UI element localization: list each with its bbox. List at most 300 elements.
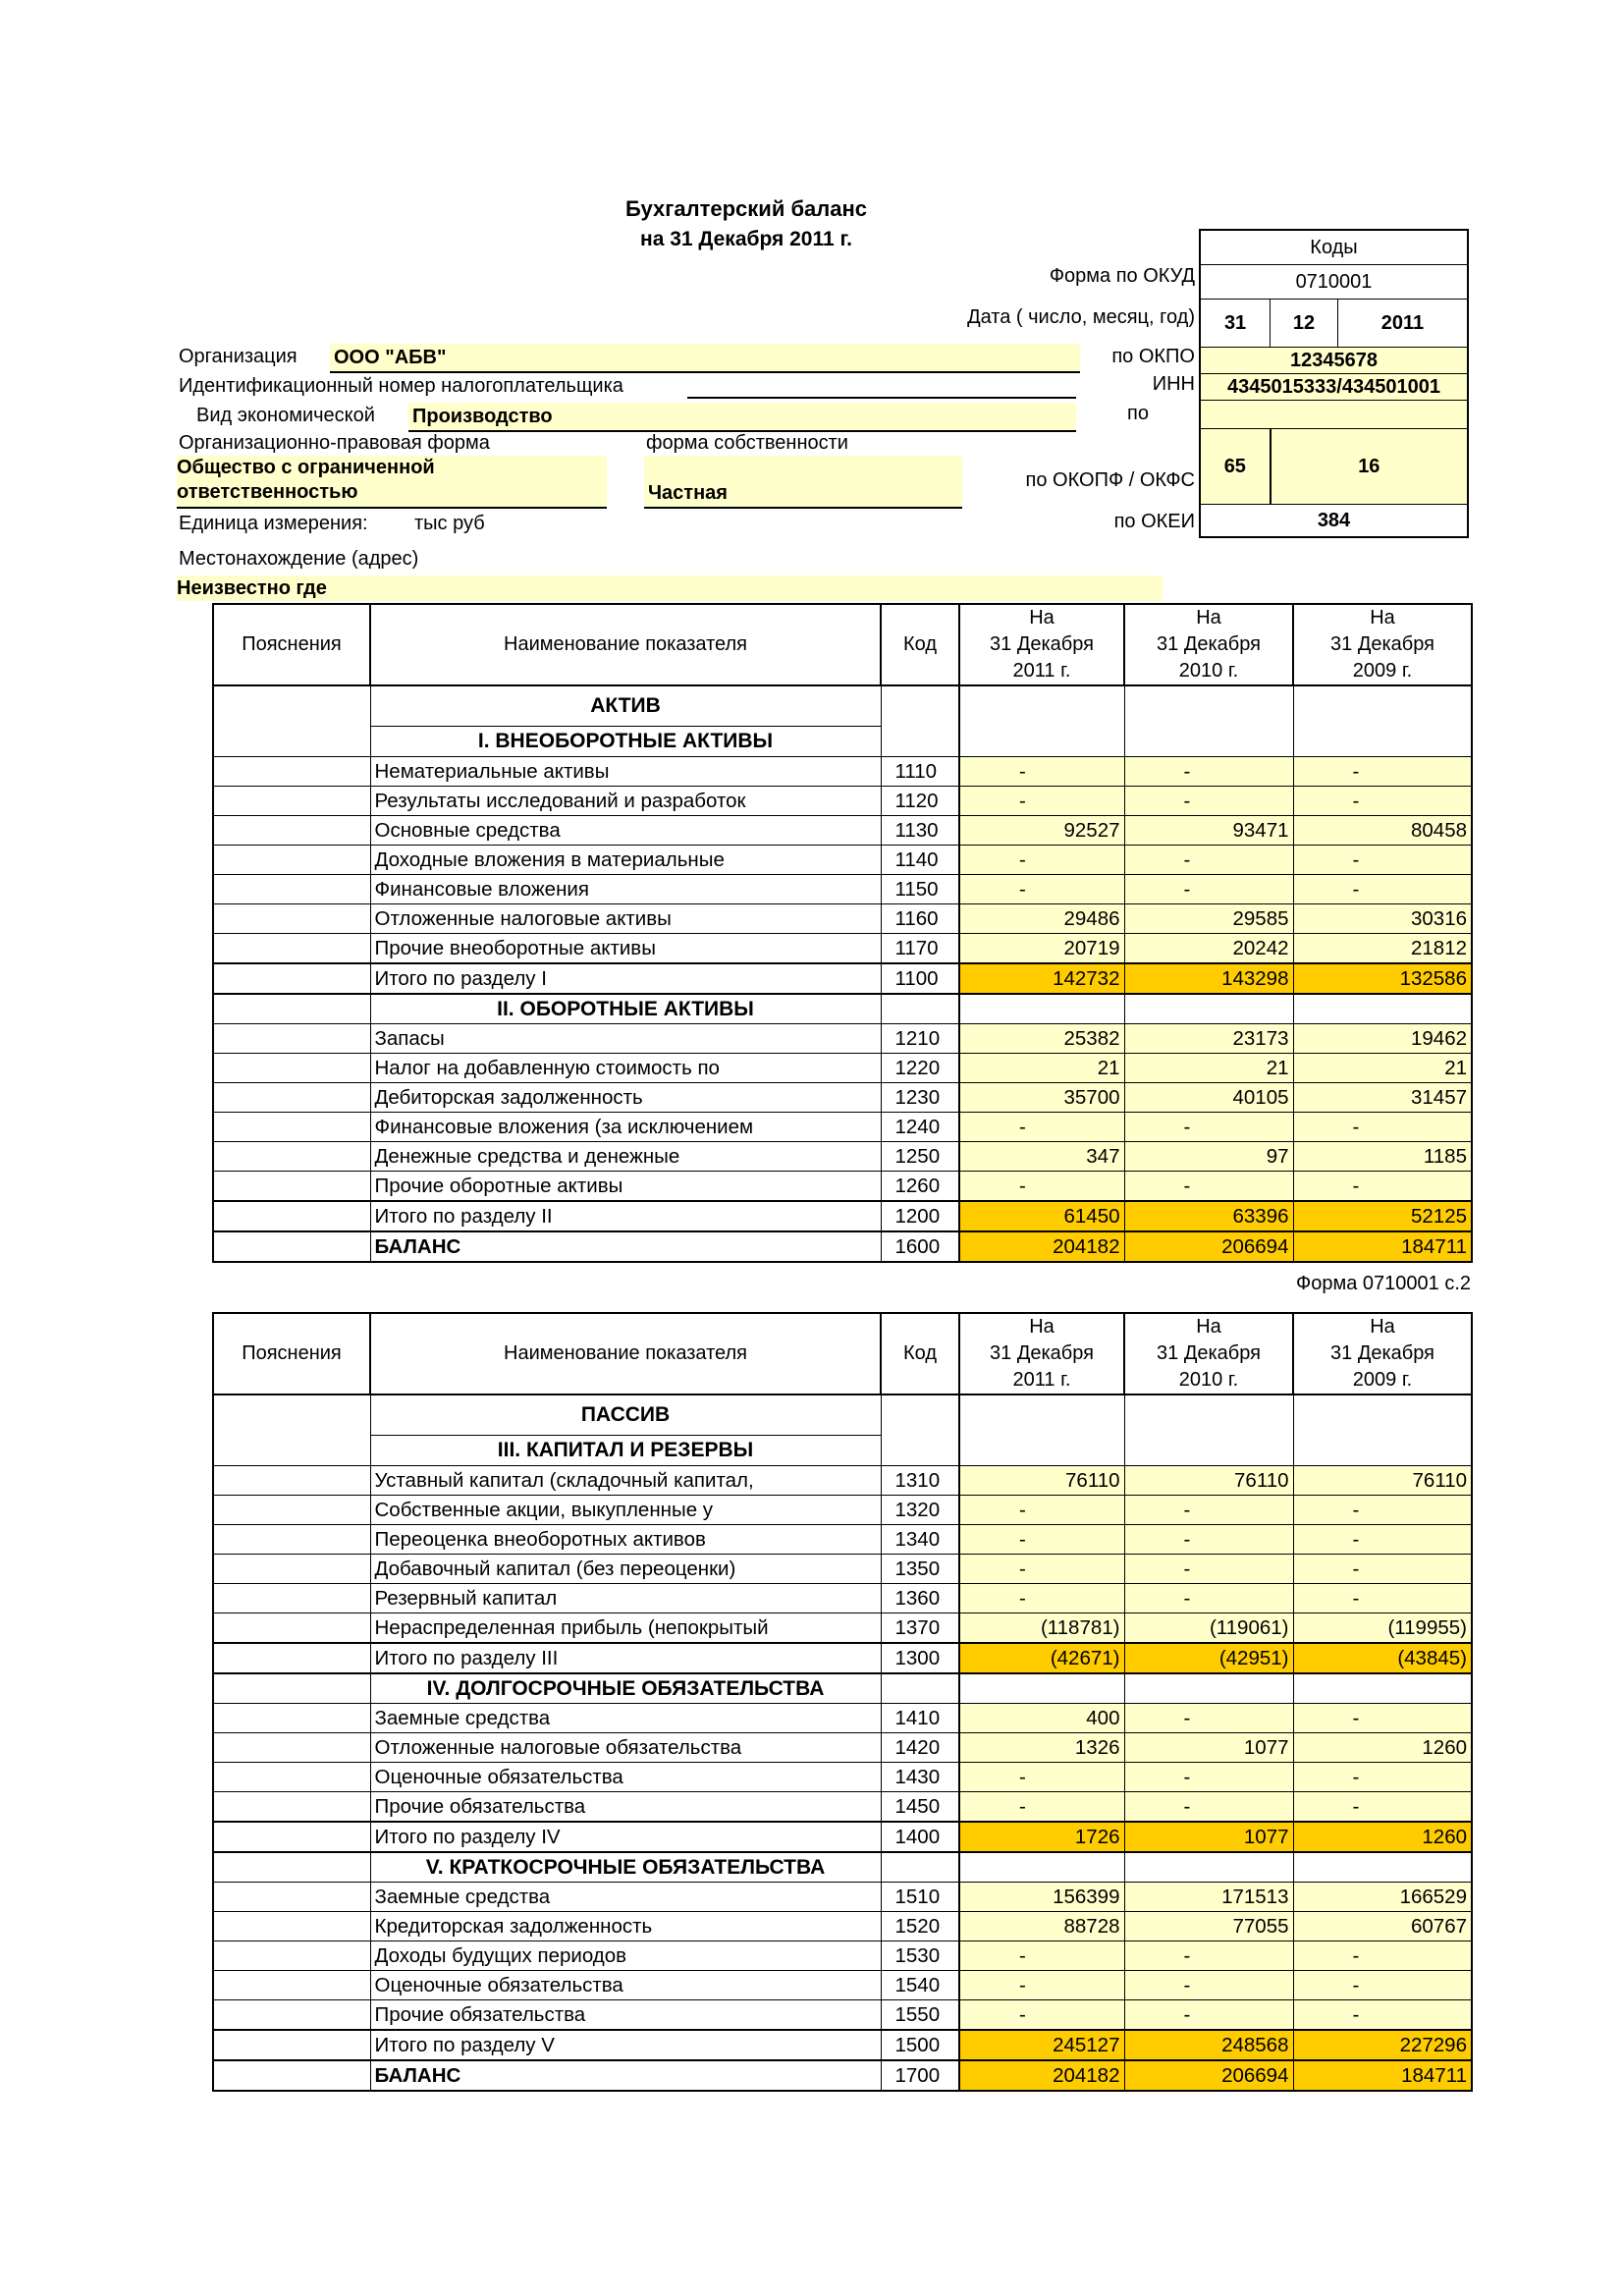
row-name: Прочие оборотные активы bbox=[370, 1172, 881, 1202]
legal-form-label: Организационно-правовая форма bbox=[179, 432, 490, 454]
row-value: (119955) bbox=[1293, 1613, 1472, 1644]
okei-code: 384 bbox=[1200, 505, 1468, 538]
row-code: 1700 bbox=[881, 2060, 959, 2091]
row-code: 1410 bbox=[881, 1704, 959, 1733]
notes-cell bbox=[213, 1971, 370, 2000]
row-value: - bbox=[959, 1172, 1124, 1202]
row-value: - bbox=[1293, 1525, 1472, 1555]
row-value: 20242 bbox=[1124, 934, 1293, 964]
row-value: - bbox=[1293, 1704, 1472, 1733]
row-value: - bbox=[959, 1496, 1124, 1525]
row-value: - bbox=[1124, 875, 1293, 904]
row-name: Оценочные обязательства bbox=[370, 1971, 881, 2000]
row-code: 1220 bbox=[881, 1054, 959, 1083]
section-heading-row bbox=[213, 1394, 1472, 1436]
table-row bbox=[213, 1231, 1472, 1262]
row-code: 1550 bbox=[881, 2000, 959, 2031]
col-header-line: На bbox=[1370, 607, 1395, 629]
notes-cell bbox=[213, 1792, 370, 1823]
row-value: (43845) bbox=[1293, 1643, 1472, 1673]
section-1-title: I. ВНЕОБОРОТНЫЕ АКТИВЫ bbox=[370, 727, 881, 757]
col-header-line: На bbox=[1029, 607, 1055, 629]
table-row bbox=[213, 1525, 1472, 1555]
code-header: Код bbox=[881, 1313, 959, 1394]
row-code: 1240 bbox=[881, 1113, 959, 1142]
row-code: 1210 bbox=[881, 1024, 959, 1054]
row-code: 1500 bbox=[881, 2030, 959, 2060]
row-value: 1185 bbox=[1293, 1142, 1472, 1172]
row-value: 30316 bbox=[1293, 904, 1472, 934]
row-value: 21 bbox=[959, 1054, 1124, 1083]
row-name: Итого по разделу I bbox=[370, 963, 881, 994]
row-name: Налог на добавленную стоимость по bbox=[370, 1054, 881, 1083]
table-row bbox=[213, 757, 1472, 787]
section-2-title: II. ОБОРОТНЫЕ АКТИВЫ bbox=[370, 994, 881, 1024]
row-name: Уставный капитал (складочный капитал, bbox=[370, 1466, 881, 1496]
legal-form-line-1: Общество с ограниченной bbox=[177, 457, 435, 478]
row-value: - bbox=[959, 1763, 1124, 1792]
row-value: 171513 bbox=[1124, 1883, 1293, 1912]
row-name: Резервный капитал bbox=[370, 1584, 881, 1613]
row-value: 29486 bbox=[959, 904, 1124, 934]
row-name: Итого по разделу III bbox=[370, 1643, 881, 1673]
col-header-line: На bbox=[1196, 1316, 1221, 1338]
col-header-line: 31 Декабря bbox=[990, 633, 1094, 655]
row-code: 1340 bbox=[881, 1525, 959, 1555]
row-value: - bbox=[959, 1941, 1124, 1971]
row-value: - bbox=[1293, 2000, 1472, 2031]
okud-label: Форма по ОКУД bbox=[1049, 265, 1195, 287]
section-heading-row bbox=[213, 1673, 1472, 1704]
row-value: 63396 bbox=[1124, 1201, 1293, 1231]
col-2009-header bbox=[1293, 1313, 1472, 1394]
row-value: - bbox=[959, 1584, 1124, 1613]
table-row bbox=[213, 1584, 1472, 1613]
row-value: 132586 bbox=[1293, 963, 1472, 994]
row-value: - bbox=[959, 1113, 1124, 1142]
row-code: 1400 bbox=[881, 1822, 959, 1852]
row-name: Денежные средства и денежные bbox=[370, 1142, 881, 1172]
row-name: Прочие внеоборотные активы bbox=[370, 934, 881, 964]
row-value: 206694 bbox=[1124, 1231, 1293, 1262]
table-row bbox=[213, 1912, 1472, 1941]
row-name: Нематериальные активы bbox=[370, 757, 881, 787]
table-row bbox=[213, 1971, 1472, 2000]
col-header-line: 31 Декабря bbox=[990, 1342, 1094, 1364]
row-code: 1350 bbox=[881, 1555, 959, 1584]
row-name: Итого по разделу V bbox=[370, 2030, 881, 2060]
notes-header: Пояснения bbox=[213, 604, 370, 685]
row-value: - bbox=[1124, 1555, 1293, 1584]
row-value: 21812 bbox=[1293, 934, 1472, 964]
row-value: 1260 bbox=[1293, 1733, 1472, 1763]
row-code: 1320 bbox=[881, 1496, 959, 1525]
row-value: 21 bbox=[1293, 1054, 1472, 1083]
unit-value: тыс руб bbox=[414, 513, 485, 534]
table-row bbox=[213, 1704, 1472, 1733]
row-value: (119061) bbox=[1124, 1613, 1293, 1644]
notes-cell bbox=[213, 1941, 370, 1971]
row-name: Отложенные налоговые обязательства bbox=[370, 1733, 881, 1763]
codes-box bbox=[1199, 229, 1469, 538]
okpo-code: 12345678 bbox=[1200, 348, 1468, 374]
row-value: 35700 bbox=[959, 1083, 1124, 1113]
row-value: 143298 bbox=[1124, 963, 1293, 994]
row-code: 1140 bbox=[881, 846, 959, 875]
notes-cell bbox=[213, 1466, 370, 1496]
notes-cell bbox=[213, 1201, 370, 1231]
table-row bbox=[213, 1054, 1472, 1083]
inn-code: 4345015333/434501001 bbox=[1200, 374, 1468, 401]
row-code: 1160 bbox=[881, 904, 959, 934]
notes-cell bbox=[213, 2030, 370, 2060]
activity-label: Вид экономической bbox=[196, 405, 375, 426]
row-value: 77055 bbox=[1124, 1912, 1293, 1941]
code-header: Код bbox=[881, 604, 959, 685]
table-row bbox=[213, 1201, 1472, 1231]
table-row bbox=[213, 1083, 1472, 1113]
notes-cell bbox=[213, 816, 370, 846]
row-value: 1726 bbox=[959, 1822, 1124, 1852]
assets-table bbox=[212, 603, 1473, 1263]
row-value: 29585 bbox=[1124, 904, 1293, 934]
okopf-code: 65 bbox=[1200, 429, 1271, 505]
document-date: на 31 Декабря 2011 г. bbox=[640, 228, 852, 250]
row-value: 25382 bbox=[959, 1024, 1124, 1054]
row-value: - bbox=[1124, 1763, 1293, 1792]
row-code: 1200 bbox=[881, 1201, 959, 1231]
col-2009-header bbox=[1293, 604, 1472, 685]
row-code: 1450 bbox=[881, 1792, 959, 1823]
liabilities-heading: ПАССИВ bbox=[370, 1394, 881, 1436]
row-value: 88728 bbox=[959, 1912, 1124, 1941]
row-value: - bbox=[1124, 1704, 1293, 1733]
row-value: - bbox=[1293, 1971, 1472, 2000]
table-row bbox=[213, 2030, 1472, 2060]
row-value: - bbox=[1293, 846, 1472, 875]
notes-cell bbox=[213, 2060, 370, 2091]
inn-label: Идентификационный номер налогоплательщика bbox=[179, 375, 623, 397]
notes-cell bbox=[213, 963, 370, 994]
row-code: 1600 bbox=[881, 1231, 959, 1262]
row-value: - bbox=[1293, 1584, 1472, 1613]
table-row bbox=[213, 846, 1472, 875]
notes-cell bbox=[213, 1883, 370, 1912]
row-code: 1300 bbox=[881, 1643, 959, 1673]
row-value: 92527 bbox=[959, 816, 1124, 846]
notes-cell bbox=[213, 934, 370, 964]
row-value: - bbox=[1293, 1555, 1472, 1584]
date-label: Дата ( число, месяц, год) bbox=[967, 306, 1195, 328]
row-name: Дебиторская задолженность bbox=[370, 1083, 881, 1113]
row-name: Переоценка внеоборотных активов bbox=[370, 1525, 881, 1555]
table-row bbox=[213, 1142, 1472, 1172]
name-header: Наименование показателя bbox=[370, 1313, 881, 1394]
address-label: Местонахождение (адрес) bbox=[179, 548, 419, 570]
row-value: - bbox=[1293, 757, 1472, 787]
table-row bbox=[213, 934, 1472, 964]
notes-cell bbox=[213, 1643, 370, 1673]
row-code: 1110 bbox=[881, 757, 959, 787]
row-value: - bbox=[1293, 1792, 1472, 1823]
row-name: Прочие обязательства bbox=[370, 1792, 881, 1823]
unit-label: Единица измерения: bbox=[179, 513, 368, 534]
row-name: БАЛАНС bbox=[370, 1231, 881, 1262]
name-header: Наименование показателя bbox=[370, 604, 881, 685]
row-code: 1430 bbox=[881, 1763, 959, 1792]
empty-code bbox=[1200, 401, 1468, 429]
section-heading-row bbox=[213, 685, 1472, 727]
notes-cell bbox=[213, 1613, 370, 1644]
row-name: Результаты исследований и разработок bbox=[370, 787, 881, 816]
row-code: 1310 bbox=[881, 1466, 959, 1496]
table-row bbox=[213, 1643, 1472, 1673]
row-code: 1530 bbox=[881, 1941, 959, 1971]
row-value: - bbox=[1293, 1172, 1472, 1202]
row-value: - bbox=[1293, 1941, 1472, 1971]
row-value: 1077 bbox=[1124, 1822, 1293, 1852]
row-value: 166529 bbox=[1293, 1883, 1472, 1912]
inn-short-label: ИНН bbox=[1152, 373, 1195, 395]
po-label: по bbox=[1127, 403, 1149, 424]
notes-cell bbox=[213, 1822, 370, 1852]
col-2010-header bbox=[1124, 604, 1293, 685]
row-name: Основные средства bbox=[370, 816, 881, 846]
ownership-label: форма собственности bbox=[646, 432, 848, 454]
row-value: 184711 bbox=[1293, 2060, 1472, 2091]
row-value: - bbox=[1124, 1496, 1293, 1525]
row-value: 61450 bbox=[959, 1201, 1124, 1231]
row-value: (118781) bbox=[959, 1613, 1124, 1644]
document-title: Бухгалтерский баланс bbox=[624, 196, 868, 221]
row-value: 400 bbox=[959, 1704, 1124, 1733]
row-value: 60767 bbox=[1293, 1912, 1472, 1941]
row-value: - bbox=[959, 757, 1124, 787]
row-value: 21 bbox=[1124, 1054, 1293, 1083]
date-month: 12 bbox=[1271, 300, 1338, 348]
row-value: 40105 bbox=[1124, 1083, 1293, 1113]
row-value: - bbox=[1124, 846, 1293, 875]
okpo-label: по ОКПО bbox=[1111, 346, 1195, 367]
row-value: - bbox=[1293, 787, 1472, 816]
row-name: Доходные вложения в материальные bbox=[370, 846, 881, 875]
row-code: 1520 bbox=[881, 1912, 959, 1941]
table-row bbox=[213, 1466, 1472, 1496]
row-value: - bbox=[959, 1555, 1124, 1584]
row-value: - bbox=[1124, 1172, 1293, 1202]
codes-header: Коды bbox=[1200, 230, 1468, 265]
row-value: 76110 bbox=[1293, 1466, 1472, 1496]
row-value: - bbox=[959, 1792, 1124, 1823]
notes-cell bbox=[213, 2000, 370, 2031]
table-row bbox=[213, 1613, 1472, 1644]
table-row bbox=[213, 2000, 1472, 2031]
org-label: Организация bbox=[179, 346, 298, 367]
row-value: 19462 bbox=[1293, 1024, 1472, 1054]
row-value: 142732 bbox=[959, 963, 1124, 994]
activity-value: Производство bbox=[408, 403, 1076, 432]
row-value: 227296 bbox=[1293, 2030, 1472, 2060]
table-row bbox=[213, 875, 1472, 904]
col-header-line: 31 Декабря bbox=[1330, 633, 1434, 655]
notes-cell bbox=[213, 1172, 370, 1202]
col-header-line: 31 Декабря bbox=[1330, 1342, 1434, 1364]
row-value: 245127 bbox=[959, 2030, 1124, 2060]
col-header-line: 2010 г. bbox=[1178, 660, 1239, 682]
row-value: - bbox=[959, 1971, 1124, 2000]
ownership-value: Частная bbox=[644, 456, 962, 509]
notes-cell bbox=[213, 1024, 370, 1054]
row-name: Заемные средства bbox=[370, 1704, 881, 1733]
row-value: 206694 bbox=[1124, 2060, 1293, 2091]
row-value: 23173 bbox=[1124, 1024, 1293, 1054]
row-name: Прочие обязательства bbox=[370, 2000, 881, 2031]
col-2011-header bbox=[959, 604, 1124, 685]
notes-cell bbox=[213, 1584, 370, 1613]
row-value: - bbox=[1124, 2000, 1293, 2031]
col-header-line: 31 Декабря bbox=[1157, 1342, 1261, 1364]
assets-header-row bbox=[213, 604, 1472, 685]
row-value: 80458 bbox=[1293, 816, 1472, 846]
row-value: 20719 bbox=[959, 934, 1124, 964]
row-name: Оценочные обязательства bbox=[370, 1763, 881, 1792]
notes-cell bbox=[213, 875, 370, 904]
notes-cell bbox=[213, 1113, 370, 1142]
table-row bbox=[213, 1113, 1472, 1142]
row-value: - bbox=[1124, 1971, 1293, 2000]
table-row bbox=[213, 1822, 1472, 1852]
okfs-code: 16 bbox=[1271, 429, 1468, 505]
notes-cell bbox=[213, 846, 370, 875]
row-name: Кредиторская задолженность bbox=[370, 1912, 881, 1941]
okei-label: по ОКЕИ bbox=[1113, 511, 1195, 532]
row-name: Финансовые вложения (за исключением bbox=[370, 1113, 881, 1142]
row-value: - bbox=[959, 2000, 1124, 2031]
legal-form-line-2: ответственностью bbox=[177, 481, 358, 503]
row-value: - bbox=[1124, 787, 1293, 816]
row-name: Собственные акции, выкупленные у bbox=[370, 1496, 881, 1525]
notes-cell bbox=[213, 1912, 370, 1941]
section-3-title: III. КАПИТАЛ И РЕЗЕРВЫ bbox=[370, 1436, 881, 1466]
col-header-line: 2011 г. bbox=[1012, 660, 1071, 682]
row-code: 1370 bbox=[881, 1613, 959, 1644]
address-value: Неизвестно где bbox=[177, 575, 1163, 601]
row-code: 1250 bbox=[881, 1142, 959, 1172]
col-2011-header bbox=[959, 1313, 1124, 1394]
row-name: БАЛАНС bbox=[370, 2060, 881, 2091]
notes-cell bbox=[213, 1555, 370, 1584]
table-row bbox=[213, 1024, 1472, 1054]
row-name: Итого по разделу II bbox=[370, 1201, 881, 1231]
row-code: 1230 bbox=[881, 1083, 959, 1113]
row-value: - bbox=[1124, 1941, 1293, 1971]
notes-cell bbox=[213, 1083, 370, 1113]
row-name: Отложенные налоговые активы bbox=[370, 904, 881, 934]
notes-cell bbox=[213, 757, 370, 787]
date-year: 2011 bbox=[1337, 300, 1468, 348]
table-row bbox=[213, 963, 1472, 994]
notes-cell bbox=[213, 1142, 370, 1172]
notes-cell bbox=[213, 1496, 370, 1525]
row-value: (42951) bbox=[1124, 1643, 1293, 1673]
table-row bbox=[213, 816, 1472, 846]
row-value: 1077 bbox=[1124, 1733, 1293, 1763]
table-row bbox=[213, 1941, 1472, 1971]
row-value: 156399 bbox=[959, 1883, 1124, 1912]
row-value: - bbox=[1124, 1113, 1293, 1142]
col-header-line: На bbox=[1029, 1316, 1055, 1338]
row-value: 248568 bbox=[1124, 2030, 1293, 2060]
row-value: 204182 bbox=[959, 2060, 1124, 2091]
row-value: 76110 bbox=[959, 1466, 1124, 1496]
col-header-line: 31 Декабря bbox=[1157, 633, 1261, 655]
table-row bbox=[213, 1172, 1472, 1202]
liabilities-header-row bbox=[213, 1313, 1472, 1394]
row-code: 1360 bbox=[881, 1584, 959, 1613]
row-value: 1260 bbox=[1293, 1822, 1472, 1852]
notes-cell bbox=[213, 1231, 370, 1262]
row-value: 31457 bbox=[1293, 1083, 1472, 1113]
notes-cell bbox=[213, 1763, 370, 1792]
row-name: Финансовые вложения bbox=[370, 875, 881, 904]
section-heading-row bbox=[213, 994, 1472, 1024]
section-4-title: IV. ДОЛГОСРОЧНЫЕ ОБЯЗАТЕЛЬСТВА bbox=[370, 1673, 881, 1704]
table-row bbox=[213, 787, 1472, 816]
notes-cell bbox=[213, 1525, 370, 1555]
liabilities-table bbox=[212, 1312, 1473, 2092]
notes-cell bbox=[213, 787, 370, 816]
row-value: - bbox=[1124, 1792, 1293, 1823]
row-code: 1420 bbox=[881, 1733, 959, 1763]
table-row bbox=[213, 1763, 1472, 1792]
row-value: 52125 bbox=[1293, 1201, 1472, 1231]
okopf-label: по ОКОПФ / ОКФС bbox=[1025, 469, 1195, 491]
row-code: 1540 bbox=[881, 1971, 959, 2000]
row-value: - bbox=[1293, 1496, 1472, 1525]
org-name: ООО "АБВ" bbox=[330, 344, 1080, 373]
table-row bbox=[213, 904, 1472, 934]
inn-line bbox=[687, 371, 1076, 399]
okud-code: 0710001 bbox=[1200, 265, 1468, 300]
row-code: 1260 bbox=[881, 1172, 959, 1202]
row-code: 1100 bbox=[881, 963, 959, 994]
table-row bbox=[213, 1883, 1472, 1912]
row-code: 1120 bbox=[881, 787, 959, 816]
row-value: - bbox=[1293, 1113, 1472, 1142]
notes-cell bbox=[213, 1054, 370, 1083]
col-header-line: 2009 г. bbox=[1352, 660, 1413, 682]
section-5-title: V. КРАТКОСРОЧНЫЕ ОБЯЗАТЕЛЬСТВА bbox=[370, 1852, 881, 1883]
legal-form-value bbox=[177, 456, 607, 509]
row-value: - bbox=[1124, 757, 1293, 787]
notes-cell bbox=[213, 1704, 370, 1733]
row-name: Запасы bbox=[370, 1024, 881, 1054]
row-value: (42671) bbox=[959, 1643, 1124, 1673]
row-name: Доходы будущих периодов bbox=[370, 1941, 881, 1971]
section-heading-row bbox=[213, 1852, 1472, 1883]
row-value: - bbox=[959, 787, 1124, 816]
row-value: - bbox=[959, 1525, 1124, 1555]
row-value: - bbox=[1293, 875, 1472, 904]
row-value: 97 bbox=[1124, 1142, 1293, 1172]
notes-header: Пояснения bbox=[213, 1313, 370, 1394]
col-header-line: 2010 г. bbox=[1178, 1369, 1239, 1391]
date-day: 31 bbox=[1200, 300, 1271, 348]
row-value: 347 bbox=[959, 1142, 1124, 1172]
assets-heading: АКТИВ bbox=[370, 685, 881, 727]
table-row bbox=[213, 1733, 1472, 1763]
col-2010-header bbox=[1124, 1313, 1293, 1394]
